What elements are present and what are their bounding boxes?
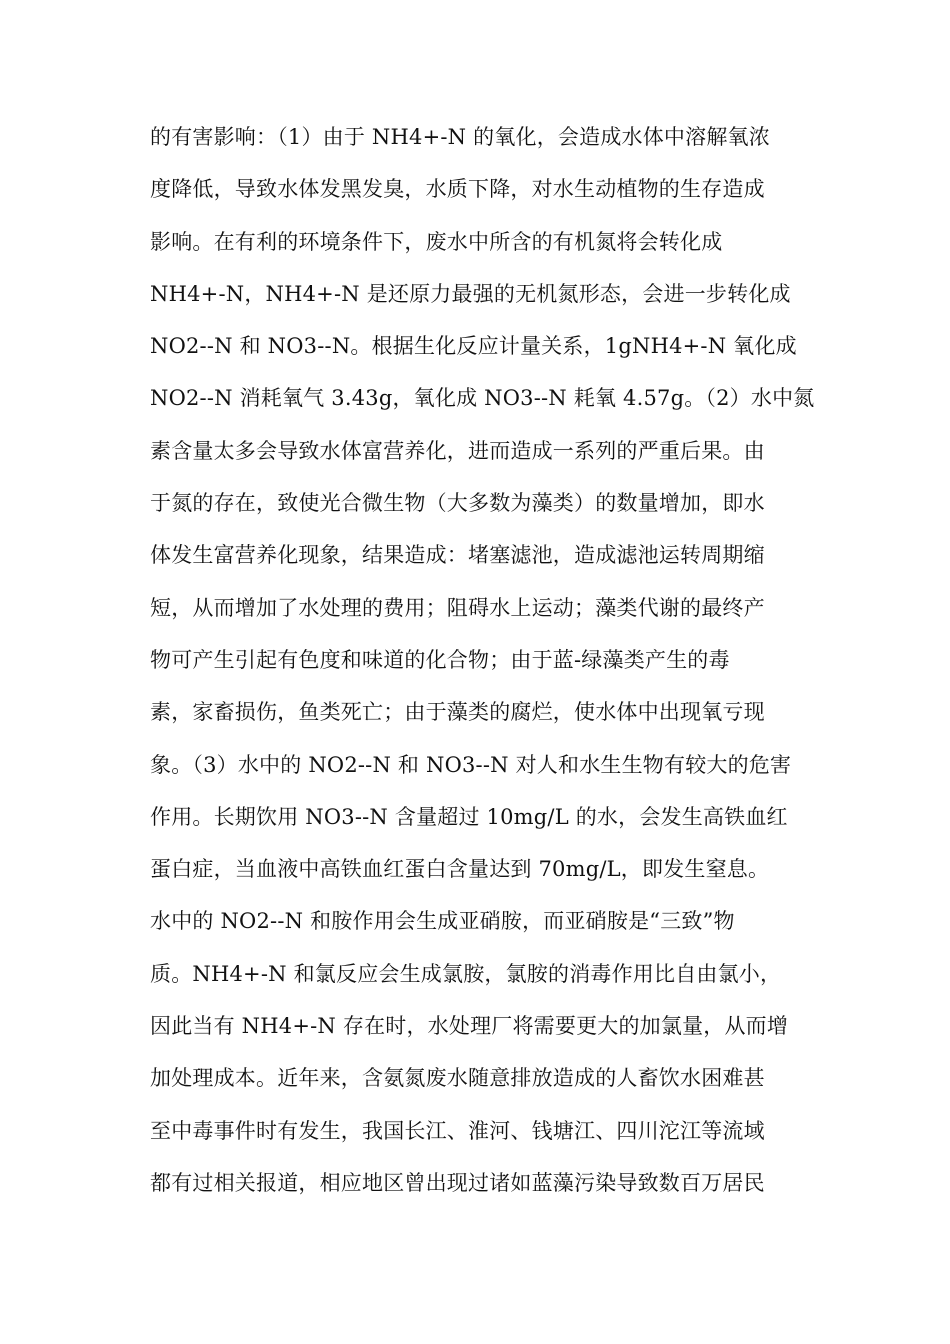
text-line: 短，从而增加了水处理的费用；阻碍水上运动；藻类代谢的最终产 — [150, 595, 765, 620]
text-line: 质。NH4+-N 和氯反应会生成氯胺，氯胺的消毒作用比自由氯小， — [150, 961, 782, 986]
text-line: 于氮的存在，致使光合微生物（大多数为藻类）的数量增加，即水 — [150, 491, 765, 516]
text-line: 象。（3）水中的 NO2--N 和 NO3--N 对人和水生生物有较大的危害 — [150, 752, 792, 777]
text-line: 素含量太多会导致水体富营养化，进而造成一系列的严重后果。由 — [150, 438, 765, 463]
text-line: 体发生富营养化现象，结果造成：堵塞滤池，造成滤池运转周期缩 — [150, 543, 765, 568]
text-line: 加处理成本。近年来，含氨氮废水随意排放造成的人畜饮水困难甚 — [150, 1066, 765, 1091]
text-line: 因此当有 NH4+-N 存在时，水处理厂将需要更大的加氯量，从而增 — [150, 1014, 789, 1039]
text-line: 蛋白症，当血液中高铁血红蛋白含量达到 70mg/L，即发生窒息。 — [150, 857, 770, 882]
text-line: 水中的 NO2--N 和胺作用会生成亚硝胺，而亚硝胺是“三致”物 — [150, 909, 735, 934]
text-line: 度降低，导致水体发黑发臭，水质下降，对水生动植物的生存造成 — [150, 177, 765, 202]
text-line: 物可产生引起有色度和味道的化合物；由于蓝-绿藻类产生的毒 — [150, 647, 730, 672]
text-line: 都有过相关报道，相应地区曾出现过诸如蓝藻污染导致数百万居民 — [150, 1170, 765, 1195]
text-line: 的有害影响：（1）由于 NH4+-N 的氧化，会造成水体中溶解氧浓 — [150, 125, 770, 149]
body-paragraph — [150, 116, 815, 1214]
text-line: 作用。长期饮用 NO3--N 含量超过 10mg/L 的水，会发生高铁血红 — [150, 804, 788, 829]
text-line: 影响。在有利的环境条件下，废水中所含的有机氮将会转化成 — [150, 229, 723, 254]
text-line: NO2--N 消耗氧气 3.43g，氧化成 NO3--N 耗氧 4.57g。（2）水中氮 — [150, 386, 815, 411]
text-line: NO2--N 和 NO3--N。根据生化反应计量关系，1gNH4+-N 氧化成 — [150, 334, 797, 359]
text-line: 至中毒事件时有发生，我国长江、淮河、钱塘江、四川沱江等流域 — [150, 1118, 765, 1143]
text-line: 素，家畜损伤，鱼类死亡；由于藻类的腐烂，使水体中出现氧亏现 — [150, 700, 765, 725]
text-line: NH4+-N，NH4+-N 是还原力最强的无机氮形态，会进一步转化成 — [150, 281, 791, 306]
